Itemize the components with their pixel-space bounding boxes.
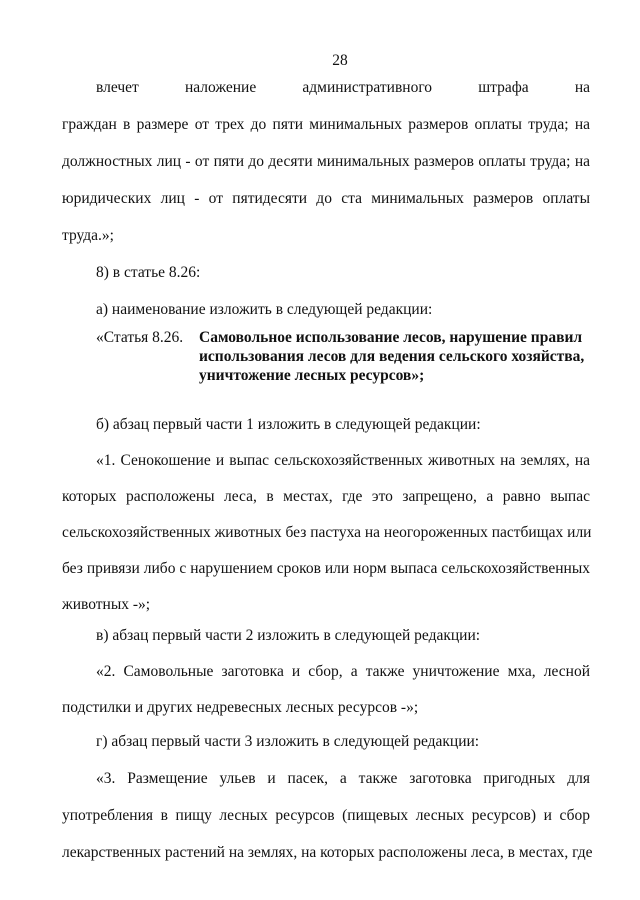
item-a-text: а) наименование изложить в следующей редакции:	[96, 301, 433, 318]
text-line: подстилки и других недревесных лесных ресурсов -»;	[62, 699, 419, 716]
text-line: которых расположены леса, в местах, где это запрещено, а равно выпас	[62, 488, 590, 505]
text-line: без привязи либо с нарушением сроков или норм выпаса сельскохозяйственных	[62, 560, 590, 577]
article-prefix: «Статья 8.26.	[96, 329, 184, 346]
item-v-text: в) абзац первый части 2 изложить в следующей редакции:	[96, 627, 481, 644]
text-line: «3. Размещение ульев и пасек, а также заготовка пригодных для	[96, 770, 590, 787]
page-number: 28	[332, 52, 348, 69]
text-line: сельскохозяйственных животных без пастуха на неогороженных пастбищах или	[62, 524, 592, 541]
text-line: «1. Сенокошение и выпас сельскохозяйственных животных на землях, на	[96, 452, 590, 469]
article-title-suffix: »;	[411, 367, 425, 384]
article-title-line-last	[199, 366, 590, 385]
text-line: труда.»;	[62, 227, 114, 244]
text-line: юридических лиц - от пятидесяти до ста минимальных размеров оплаты	[62, 190, 590, 207]
text-line: должностных лиц - от пяти до десяти минимальных размеров оплаты труда; на	[62, 153, 590, 170]
article-title-line: Самовольное использование лесов, нарушение правил	[199, 329, 583, 346]
text-line: граждан в размере от трех до пяти минимальных размеров оплаты труда; на	[62, 116, 590, 133]
item-b-text: б) абзац первый части 1 изложить в следующей редакции:	[96, 416, 481, 433]
text-line: употребления в пищу лесных ресурсов (пищевых лесных ресурсов) и сбор	[62, 807, 590, 824]
text-line: лекарственных растений на землях, на которых расположены леса, в местах, где	[62, 844, 593, 861]
text-line: животных -»;	[62, 596, 151, 613]
article-title-text: уничтожение лесных ресурсов	[199, 367, 412, 384]
article-title-line: использования лесов для ведения сельского хозяйства,	[199, 348, 585, 365]
item-g-text: г) абзац первый части 3 изложить в следующей редакции:	[96, 733, 480, 750]
item-8-heading: 8) в статье 8.26:	[96, 264, 201, 281]
text-line: влечет наложение административного штрафа на	[96, 79, 590, 96]
text-line: «2. Самовольные заготовка и сбор, а также уничтожение мха, лесной	[96, 663, 590, 680]
